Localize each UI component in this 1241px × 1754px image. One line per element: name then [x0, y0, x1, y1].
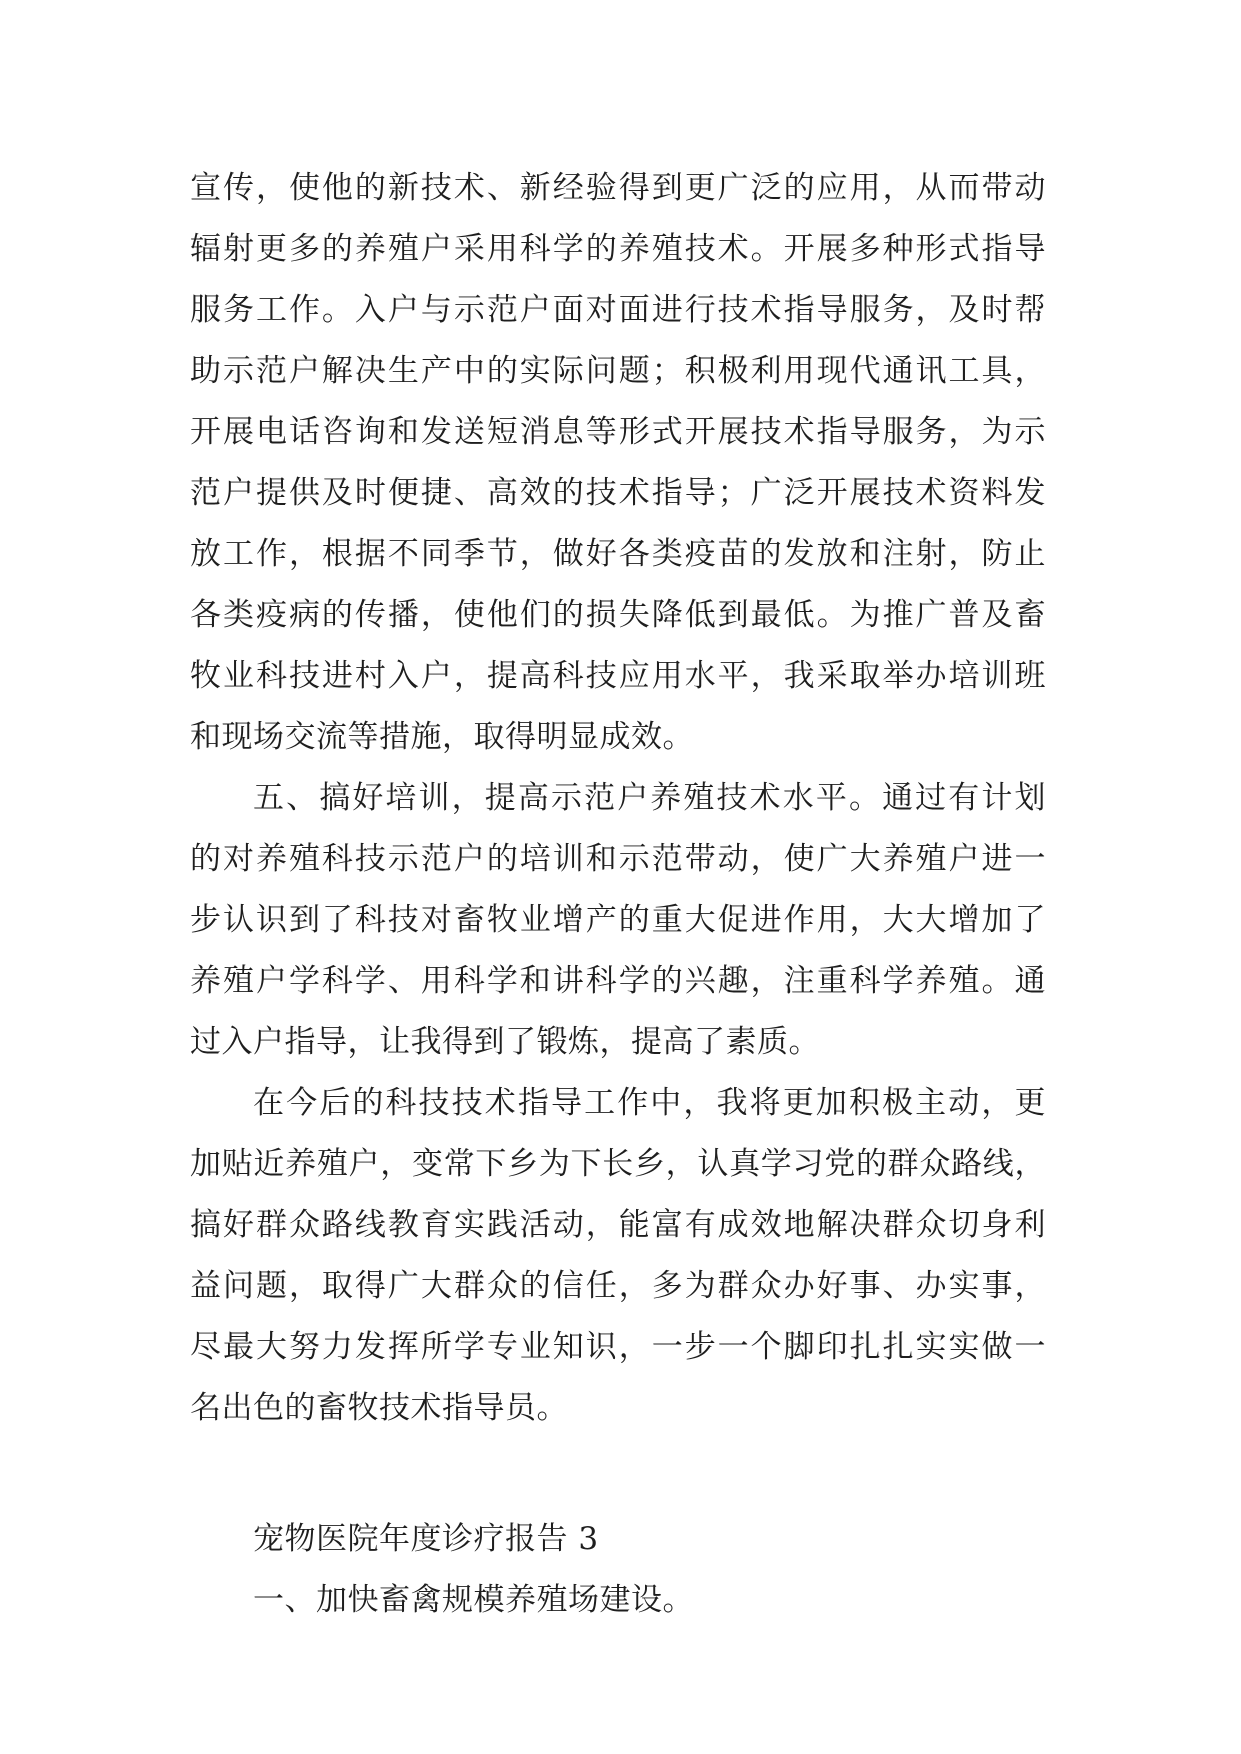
paragraph	[190, 768, 1046, 1073]
document-body	[190, 158, 1046, 1631]
text-line: 助示范户解决生产中的实际问题；积极利用现代通讯工具，	[190, 353, 1046, 389]
section-heading-block	[190, 1509, 1046, 1631]
text-line: 和现场交流等措施，取得明显成效。	[190, 719, 694, 755]
text-line: 益问题，取得广大群众的信任，多为群众办好事、办实事，	[190, 1268, 1046, 1304]
text-line: 牧业科技进村入户，提高科技应用水平，我采取举办培训班	[190, 658, 1046, 694]
text-line: 尽最大努力发挥所学专业知识，一步一个脚印扎扎实实做一	[190, 1329, 1046, 1365]
text-line: 养殖户学科学、用科学和讲科学的兴趣，注重科学养殖。通	[190, 963, 1046, 999]
text-line: 各类疫病的传播，使他们的损失降低到最低。为推广普及畜	[190, 597, 1046, 633]
text-line: 过入户指导，让我得到了锻炼，提高了素质。	[190, 1024, 820, 1060]
paragraph	[190, 158, 1046, 768]
text-line: 在今后的科技技术指导工作中，我将更加积极主动，更	[253, 1085, 1046, 1121]
section-item: 一、加快畜禽规模养殖场建设。	[253, 1582, 694, 1618]
text-line: 步认识到了科技对畜牧业增产的重大促进作用，大大增加了	[190, 902, 1046, 938]
text-line: 搞好群众路线教育实践活动，能富有成效地解决群众切身利	[190, 1207, 1046, 1243]
section-heading: 宠物医院年度诊疗报告 3	[253, 1521, 599, 1557]
text-line: 的对养殖科技示范户的培训和示范带动，使广大养殖户进一	[190, 841, 1046, 877]
text-line: 加贴近养殖户，变常下乡为下长乡，认真学习党的群众路线，	[190, 1146, 1046, 1182]
text-line: 放工作，根据不同季节，做好各类疫苗的发放和注射，防止	[190, 536, 1046, 572]
text-line: 辐射更多的养殖户采用科学的养殖技术。开展多种形式指导	[190, 231, 1046, 267]
text-line: 范户提供及时便捷、高效的技术指导；广泛开展技术资料发	[190, 475, 1046, 511]
text-line: 服务工作。入户与示范户面对面进行技术指导服务，及时帮	[190, 292, 1046, 328]
paragraph	[190, 1073, 1046, 1439]
text-line: 开展电话咨询和发送短消息等形式开展技术指导服务，为示	[190, 414, 1046, 450]
text-line: 宣传，使他的新技术、新经验得到更广泛的应用，从而带动	[190, 170, 1046, 206]
text-line: 五、搞好培训，提高示范户养殖技术水平。通过有计划	[253, 780, 1046, 816]
text-line: 名出色的畜牧技术指导员。	[190, 1390, 568, 1426]
